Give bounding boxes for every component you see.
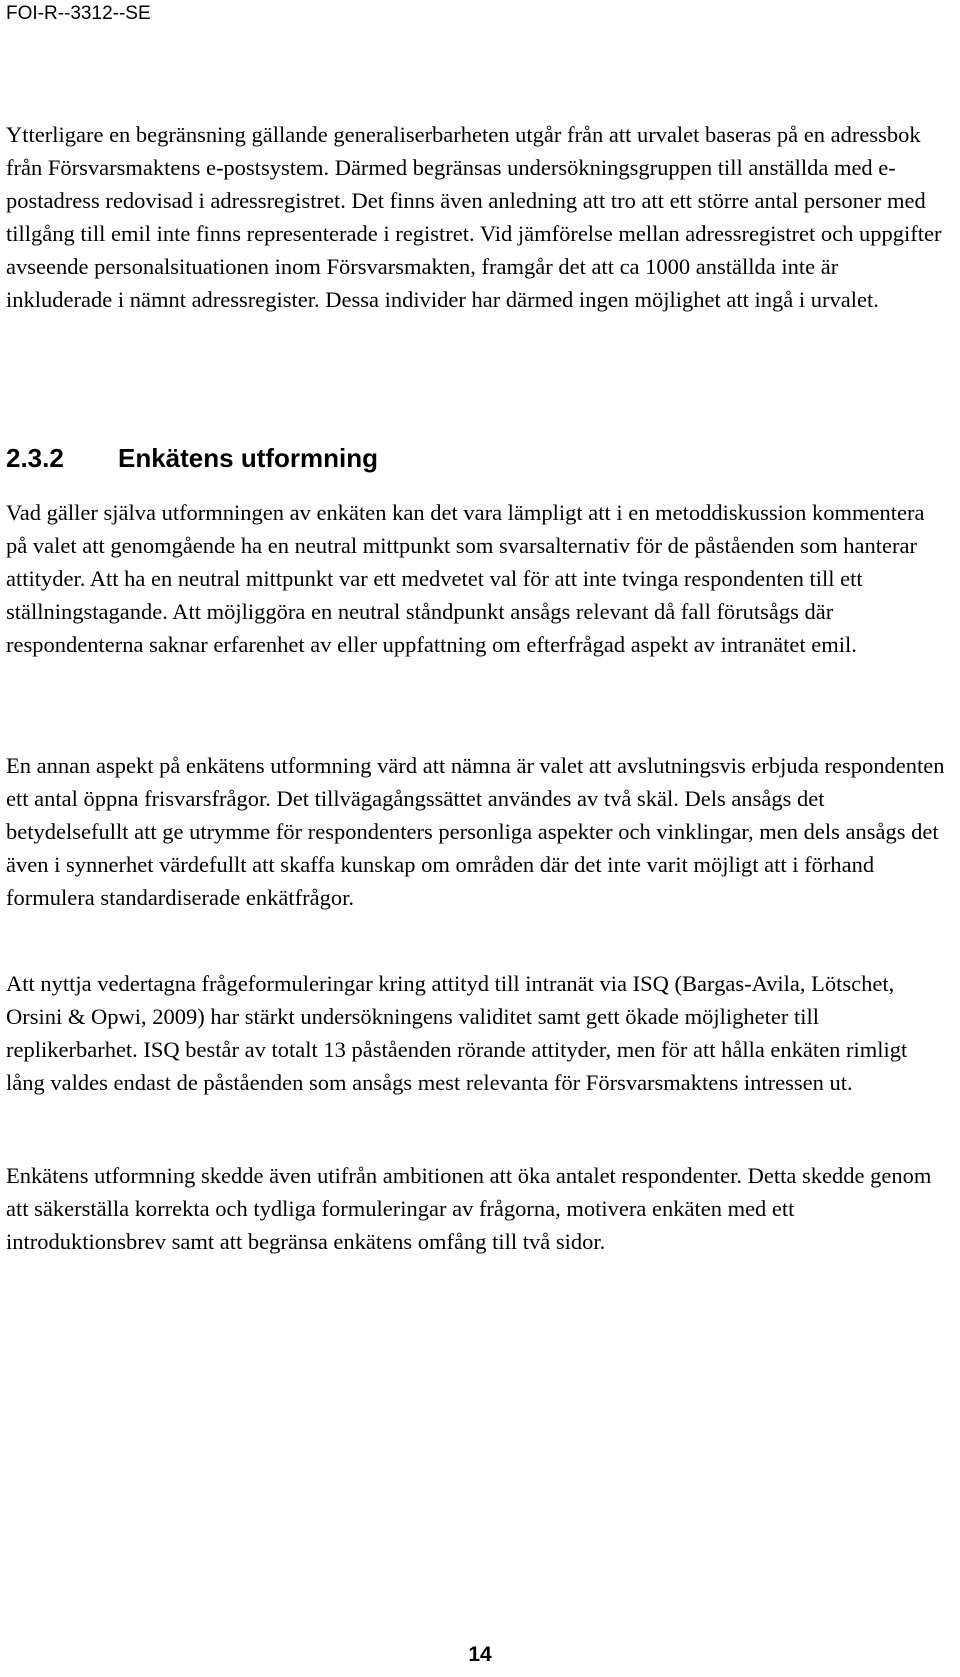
section-number: 2.3.2	[6, 443, 64, 473]
document-id: FOI-R--3312--SE	[6, 3, 151, 24]
paragraph-response-rate: Enkätens utformning skedde även utifrån ambitionen att öka antalet respondenter. Detta skedde genom att säkerställa korrekta och tydliga formuleringar av frågorna, motivera enkäten med ett introduktionsbrev samt att begränsa enkätens omfång till två sidor.	[6, 1163, 932, 1254]
paragraph-neutral-midpoint: Vad gäller själva utformningen av enkäten kan det vara lämpligt att i en metoddiskussion kommentera på valet att genomgående ha en neutral mittpunkt som svarsalternativ för de påståenden som hanterar attityder. Att ha en neutral mittpunkt var ett medvetet val för att inte tvinga respondenten till ett ställningstagande. Att möjliggöra en neutral ståndpunkt ansågs relevant då fall förutsågs där respondenterna saknar erfarenhet av eller uppfattning om efterfrågad aspekt av intranätet emil.	[6, 500, 925, 657]
paragraph-isq: Att nyttja vedertagna frågeformuleringar kring attityd till intranät via ISQ (Bargas-Avila, Lötschet, Orsini & Opwi, 2009) har stärkt undersökningens validitet samt gett ökade möjligheter till replikerbarhet. ISQ består av totalt 13 påståenden rörande attityder, men för att hålla enkäten rimligt lång valdes endast de påståenden som ansågs mest relevanta för Försvarsmaktens intressen ut.	[6, 971, 908, 1095]
section-heading	[6, 440, 378, 476]
page-number: 14	[468, 1643, 492, 1666]
section-title: Enkätens utformning	[118, 443, 379, 473]
paragraph-generalizability-limitation: Ytterligare en begränsning gällande generaliserbarheten utgår från att urvalet baseras på en adressbok från Försvarsmaktens e-postsystem. Därmed begränsas undersökningsgruppen till anställda med e-postadress redovisad i adressregistret. Det finns även anledning att tro att ett större antal personer med tillgång till emil inte finns representerade i registret. Vid jämförelse mellan adressregistret och uppgifter avseende personalsituationen inom Försvarsmakten, framgår det att ca 1000 anställda inte är inkluderade i nämnt adressregister. Dessa individer har därmed ingen möjlighet att ingå i urvalet.	[6, 122, 942, 312]
paragraph-open-questions: En annan aspekt på enkätens utformning värd att nämna är valet att avslutningsvis erbjuda respondenten ett antal öppna frisvarsfrågor. Det tillvägagångssättet användes av två skäl. Dels ansågs det betydelsefullt att ge utrymme för respondenters personliga aspekter och vinklingar, men dels ansågs det även i synnerhet värdefullt att skaffa kunskap om områden där det inte varit möjligt att i förhand formulera standardiserade enkätfrågor.	[6, 753, 945, 910]
